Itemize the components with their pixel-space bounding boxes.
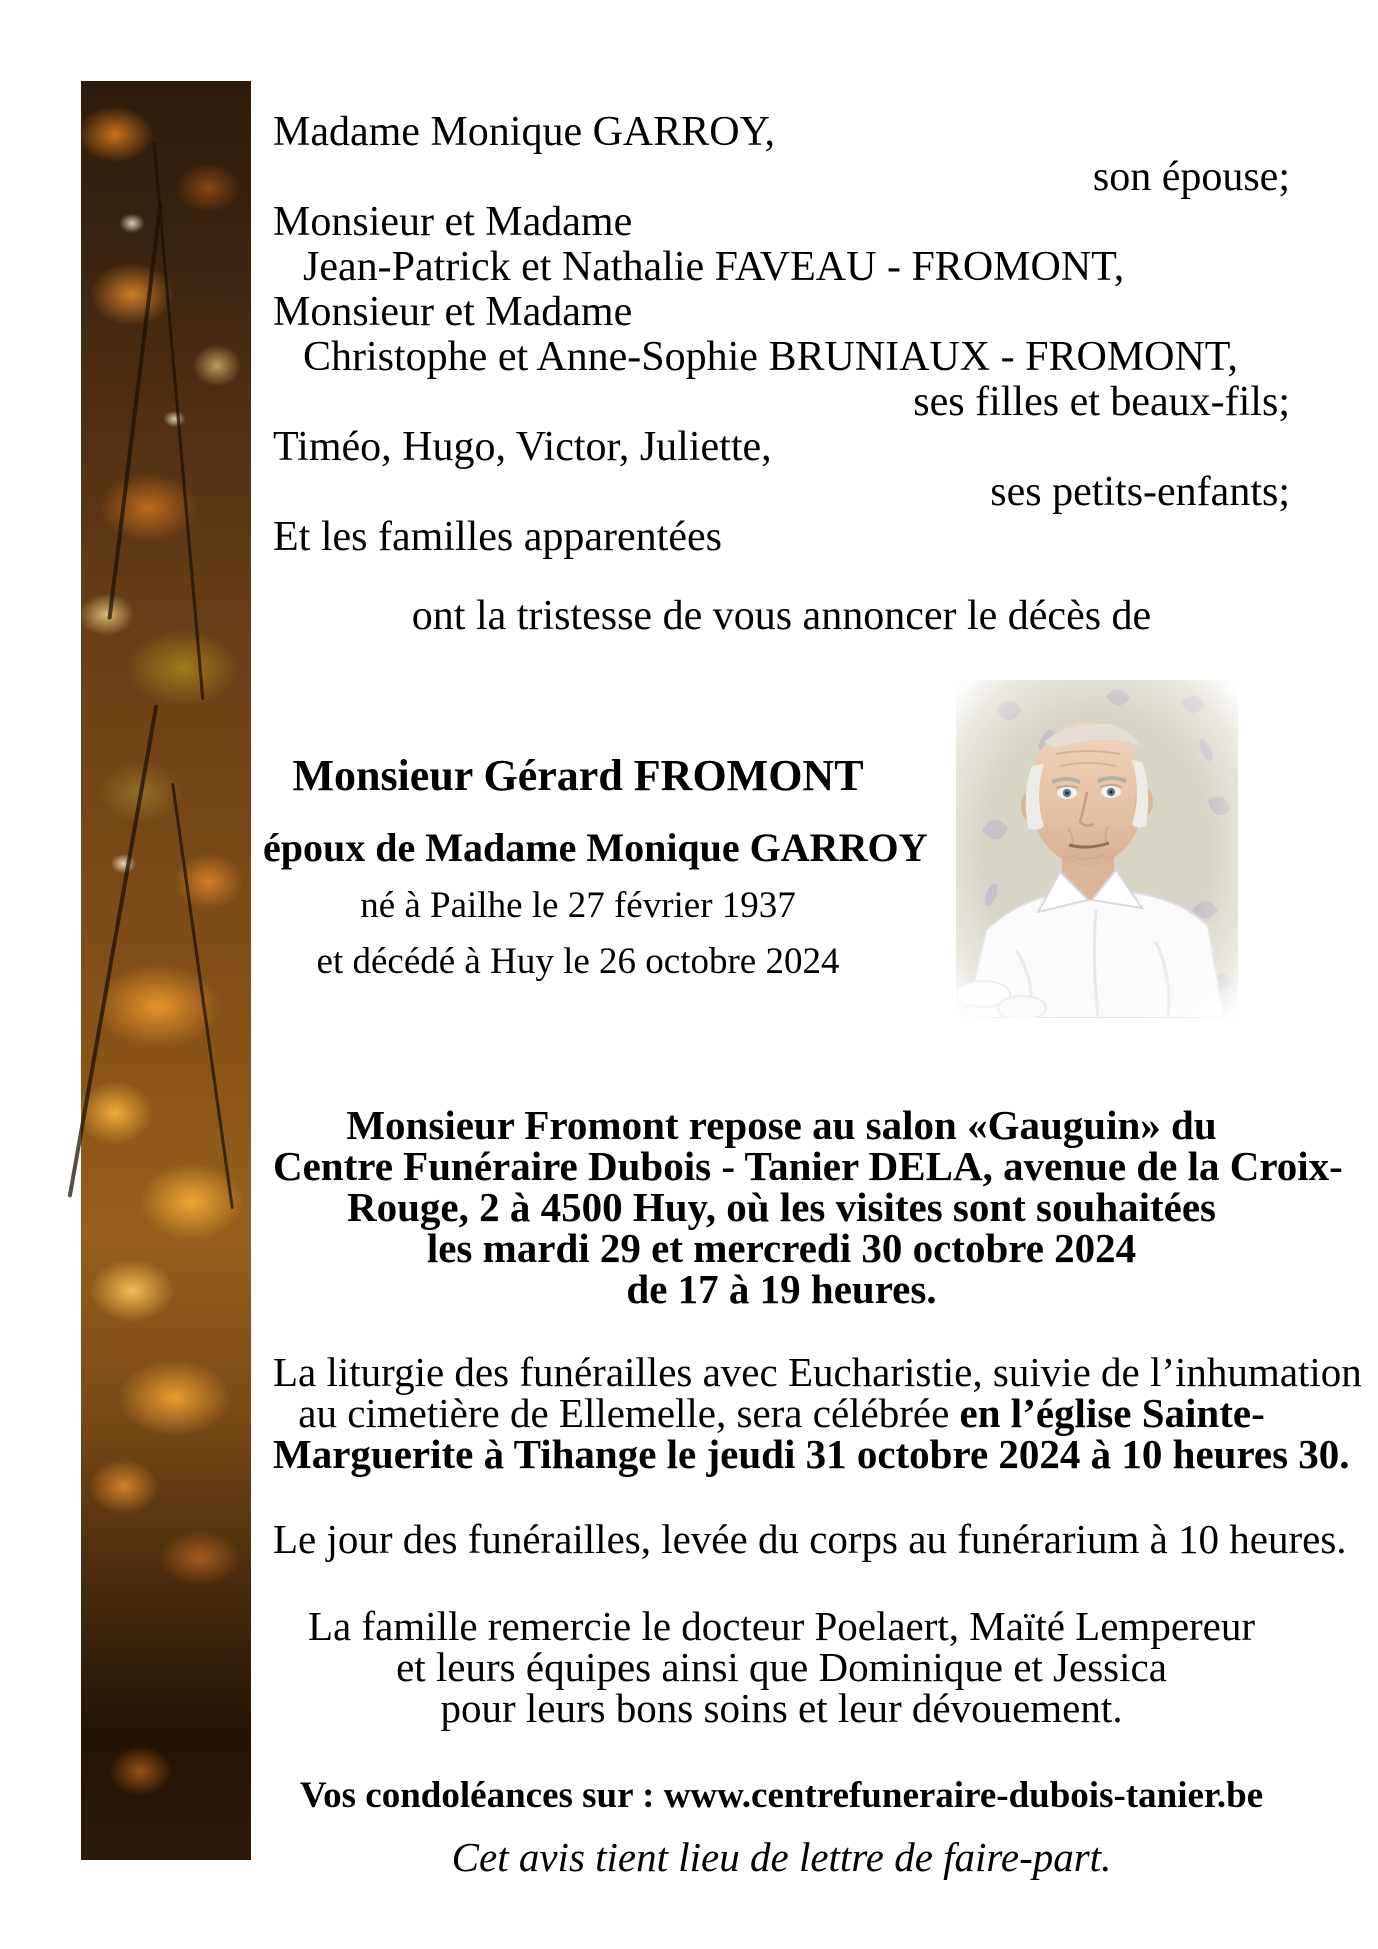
liturgy-paragraph: [273, 1349, 1362, 1477]
family-line: Timéo, Hugo, Victor, Juliette,: [273, 424, 772, 470]
visitation-line: les mardi 29 et mercredi 30 octobre 2024: [426, 1225, 1137, 1271]
deceased-name: Monsieur Gérard FROMONT: [292, 751, 864, 800]
relation-line: son épouse;: [1092, 154, 1290, 200]
portrait-photo: [956, 680, 1238, 1018]
branch-decoration: [107, 202, 162, 619]
visitation-line: Centre Funéraire Dubois - Tanier DELA, avenue de la Croix-: [273, 1143, 1343, 1189]
branch-decoration: [68, 704, 159, 1197]
family-line: Madame Monique GARROY,: [273, 109, 776, 155]
thanks-line: pour leurs bons soins et leur dévouement.: [440, 1685, 1123, 1731]
family-line: Monsieur et Madame: [273, 199, 633, 245]
deceased-death-line: et décédé à Huy le 26 octobre 2024: [316, 941, 840, 982]
announcement-line: ont la tristesse de vous annoncer le décès de: [411, 593, 1152, 639]
levee-line: Le jour des funérailles, levée du corps au funérarium à 10 heures.: [273, 1516, 1347, 1562]
deceased-birth-line: né à Pailhe le 27 février 1937: [360, 885, 796, 926]
ceremony-details-section: [273, 1102, 1362, 1882]
condolences-line: Vos condoléances sur : www.centrefuneraire-dubois-tanier.be: [299, 1775, 1264, 1816]
liturgy-line: La liturgie des funérailles avec Eucharistie, suivie de l’inhumation: [273, 1349, 1362, 1395]
relation-line: ses filles et beaux-fils;: [913, 379, 1290, 425]
family-line: Jean-Patrick et Nathalie FAVEAU - FROMONT,: [303, 244, 1125, 290]
closing-line: Cet avis tient lieu de lettre de faire-part.: [451, 1834, 1112, 1880]
liturgy-line: [273, 1390, 1290, 1436]
visitation-line: Monsieur Fromont repose au salon «Gauguin» du: [346, 1102, 1217, 1148]
branch-decoration: [171, 783, 234, 1209]
thanks-line: et leurs équipes ainsi que Dominique et Jessica: [396, 1644, 1167, 1690]
family-line: Christophe et Anne-Sophie BRUNIAUX - FROMONT,: [303, 334, 1238, 380]
deceased-spouse-line: époux de Madame Monique GARROY: [263, 825, 928, 870]
family-announcement-section: [273, 110, 1290, 560]
levee-paragraph: [273, 1516, 1347, 1562]
thanks-line: La famille remercie le docteur Poelaert, Maïté Lempereur: [307, 1603, 1256, 1649]
thanks-paragraph: [273, 1603, 1290, 1731]
portrait-illustration: [956, 680, 1238, 1018]
liturgy-line: Marguerite à Tihange le jeudi 31 octobre 2024 à 10 heures 30.: [273, 1431, 1350, 1477]
liturgy-regular-segment: au cimetière de Ellemelle, sera célébrée: [298, 1390, 960, 1436]
visitation-line: Rouge, 2 à 4500 Huy, où les visites sont souhaitées: [346, 1184, 1217, 1230]
visitation-line: de 17 à 19 heures.: [626, 1266, 937, 1312]
family-line: Et les familles apparentées: [273, 514, 722, 560]
visitation-paragraph: [273, 1102, 1343, 1312]
branch-decoration: [153, 142, 205, 700]
liturgy-bold-segment: en l’église Sainte-: [959, 1390, 1265, 1436]
family-line: Monsieur et Madame: [273, 289, 633, 335]
autumn-foliage-photo: [81, 81, 251, 1860]
relation-line: ses petits-enfants;: [990, 469, 1290, 515]
